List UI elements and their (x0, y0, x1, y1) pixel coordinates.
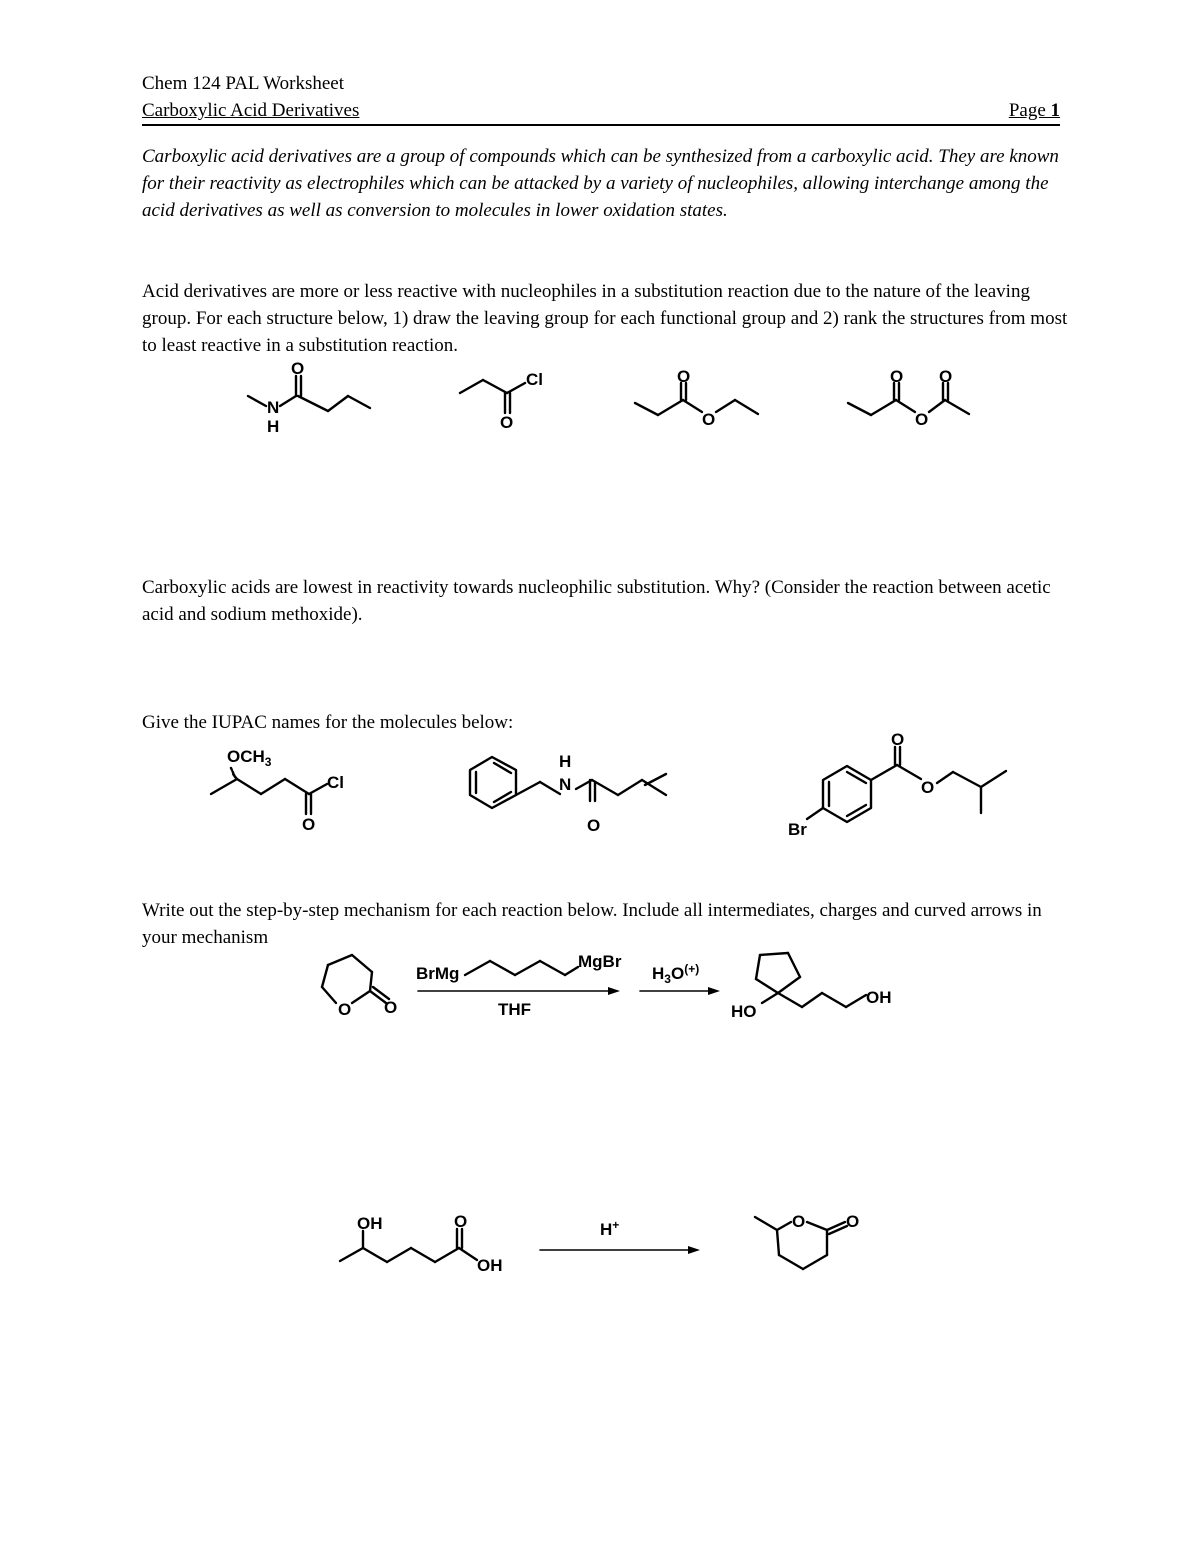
page-number (1009, 100, 1060, 122)
grignard-mgbr: MgBr (578, 952, 622, 971)
workup-h3o: $H_3O^{(+)}$ (652, 962, 700, 986)
iupac-molecule-ester (785, 730, 1015, 845)
reaction-grignard (310, 945, 930, 1030)
iupac-2-h: H (559, 752, 572, 771)
course-title: Chem 124 PAL Worksheet (142, 73, 345, 94)
question-carboxylic-acid: Carboxylic acids are lowest in reactivity towards nucleophilic substitution. Why? (Consider the reaction between acetic acid and sodium methoxide). (142, 577, 1051, 625)
lactone-ring-o: O (338, 1000, 352, 1019)
iupac-molecule-amide (462, 745, 677, 835)
topic-title: Carboxylic Acid Derivatives (142, 100, 360, 121)
catalyst-h-plus: H+ (600, 1218, 620, 1239)
question-mechanism: Write out the step-by-step mechanism for each reaction below. Include all intermediates, charges and curved arrows in your mechanism (142, 900, 1042, 948)
amide-carbonyl-o: O (291, 359, 305, 378)
iupac-3-br: Br (788, 820, 807, 839)
intro-paragraph: Carboxylic acid derivatives are a group of compounds which can be synthesized from a carboxylic acid. They are known for their reactivity as electrophiles which can be attacked by a variety of nucleophiles, allowing interchange among the acid derivatives as well as conversion to molecules in lower oxidation states. (142, 146, 1059, 221)
anhydride-carbonyl-o-2: O (939, 367, 953, 386)
acyl-cl: Cl (526, 370, 543, 389)
hydroxy-acid-cooh: OH (477, 1256, 503, 1275)
iupac-2-carbonyl-o: O (587, 816, 601, 835)
structure-acid-chloride (455, 365, 555, 435)
page-label: Page (1008, 100, 1051, 121)
anhydride-carbonyl-o-1: O (890, 367, 904, 386)
lactone-product-carbonyl-o: O (846, 1212, 860, 1231)
structure-amide (240, 358, 380, 438)
lactone-carbonyl-o: O (384, 998, 398, 1017)
structure-anhydride (843, 365, 983, 435)
ester-carbonyl-o: O (677, 367, 691, 386)
lactone-product-ring-o: O (792, 1212, 806, 1231)
hydroxy-acid-carbonyl-o: O (454, 1212, 468, 1231)
product-oh: OH (866, 988, 892, 1007)
anhydride-bridge-o: O (915, 410, 929, 429)
hydroxy-acid-oh: OH (357, 1214, 383, 1233)
iupac-3-ester-o: O (921, 778, 935, 797)
structure-ester (630, 365, 770, 435)
page-number-value: 1 (1050, 100, 1060, 121)
page-header (142, 100, 1060, 126)
amide-n: N (267, 398, 280, 417)
iupac-1-carbonyl-o: O (302, 815, 316, 834)
ester-o: O (702, 410, 716, 429)
iupac-3-carbonyl-o: O (891, 730, 905, 749)
grignard-brmg: BrMg (416, 964, 460, 983)
methoxy-label: $OCH_3$ (227, 747, 272, 769)
acyl-carbonyl-o: O (500, 413, 514, 432)
reaction-lactonization (335, 1205, 875, 1285)
iupac-1-cl: Cl (327, 773, 344, 792)
iupac-molecule-acid-chloride (205, 742, 365, 837)
question-iupac: Give the IUPAC names for the molecules below: (142, 712, 514, 733)
product-ho: HO (731, 1002, 757, 1021)
solvent-thf: THF (498, 1000, 532, 1019)
question-leaving-group: Acid derivatives are more or less reactive with nucleophiles in a substitution reaction due to the nature of the leaving group. For each structure below, 1) draw the leaving group for each functional group and 2) rank the structures from most to least reactive in a substitution reaction. (142, 281, 1068, 356)
amide-h: H (267, 417, 280, 436)
iupac-2-n: N (559, 775, 572, 794)
